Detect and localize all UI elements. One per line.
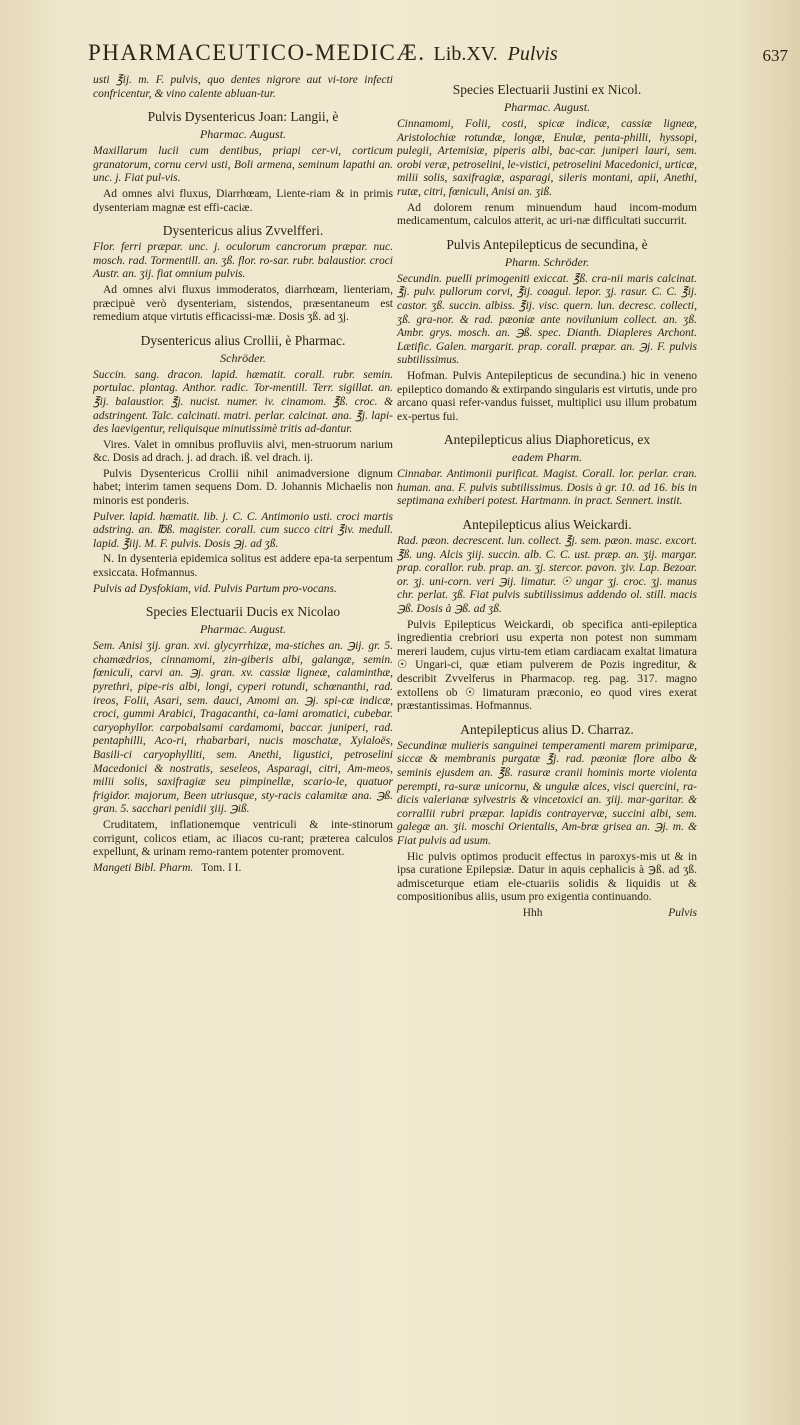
- recipe-heading: Antepilepticus alius D. Charraz.: [460, 721, 634, 737]
- signature-mark: Hhh: [522, 906, 543, 919]
- footer-title: Mangeti Bibl. Pharm.: [93, 861, 194, 874]
- body-paragraph: Pulvis Epilepticus Weickardi, ob specifica anti-epileptica ingredientia crebriori usu experta non potest non summam mereri laudem, cujus virtu-tem etiam cardiacam exaltat limatura ☉ Ungari-ci, quæ etiam pulverem de Pozis ingreditur, & describit Zvvelferus in Pharmacop. reg. pag. 317. magno extollens ob ☉ limaturam præconio, eo quod vires exerat præstantissimas. Hofmannus.: [397, 618, 697, 713]
- prescription-text: Sem. Anisi ʒij. gran. xvi. glycyrrhizæ, ma-stiches an. ℈ij. gr. 5. chamædrios, cinnamomi, zin-giberis albi, galangæ, semin. fœniculi, carvi an. ℈j. gran. xv. cassiæ ligneæ, calaminthæ, pyrethri, pipe-ris albi, longi, cyperi rotundi, schœnanthi, rad. ireos, Folii, Asari, sem. dauci, Amomi an. ℈j. spi-cæ indicæ, croci, gummi Arabici, Tragacanthi, ca-lami aromatici, cubebar. caryophyllor. carpobalsami cardamomi, baccar. juniperi, rad. pentaphilli, Aco-ri, rhabarbari, nucis moschatæ, Xylaloës, Basili-ci caryophylliti, sem. Anethi, ligustici, petroselini Macedonici & nostratis, seseleos, Asparagi, citri, Am-meos, milii solis, saxifragiæ seu pimpinellæ, scario-le, quatuor frigidor. majorum, Been utriusque, sty-racis calamitæ ana. ℈ß. gran. 5. sacchari penidii ʒiij. ℈iß.: [93, 640, 393, 816]
- recipe-source: Pharmac. August.: [503, 100, 591, 114]
- recipe-heading: Species Electuarii Ducis ex Nicolao: [145, 604, 341, 620]
- prescription-text: Rad. pæon. decrescent. lun. collect. ℥j. sem. pæon. masc. excort. ℥ß. ung. Alcis ʒiij. succin. alb. C. C. ust. præp. an. ʒij. margar. prap. corallor. rub. prap. an. ʒj. stercor. pavon. ʒiv. Lap. Bezoar. or. ʒj. uni-corn. veri ℈ij. limatur. ☉ ungar ʒj. croc. ʒj. manus chr. perlat. ʒß. Fiat pulvis subtilissimus addendo ol. still. macis ℈ß. Dosis à ℈ß. ad ʒß.: [397, 535, 697, 616]
- prescription-text: Secundinæ mulieris sanguinei temperamenti marem primiparæ, siccæ & membranis purgatæ ℥j. rad. pæoniæ flore albo & seminis ejusdem an. ℥ß. rasuræ cranii hominis morte violenta perempti, ra-suræ unicornu, & ungulæ alces, visci quercini, ra-dicis valerianæ sylvestris & vincetoxici an. ʒiij. mar-garitar. & corrallii rubri præpar. lapidis contrayervæ, succini albi, sem. galegæ an. ʒii. moschi Orientalis, Am-bræ grisea an. ℈j. m. & Fiat pulvis ad usum.: [397, 739, 697, 847]
- catchword: Pulvis: [668, 906, 697, 919]
- body-paragraph: Ad omnes alvi fluxus, Diarrhœam, Liente-riam & in primis dysenteriam magnæ est effi-caciæ.: [93, 187, 393, 214]
- left-column: [93, 74, 393, 875]
- recipe-heading: Antepilepticus alius Diaphoreticus, ex: [443, 432, 651, 448]
- page-header: [88, 40, 788, 70]
- section-word: Pulvis: [507, 43, 558, 65]
- body-paragraph: N. In dysenteria epidemica solitus est addere epa-ta serpentum exsiccata. Hofmannus.: [93, 553, 393, 580]
- prescription-text: Pulver. lapid. hæmatit. lib. j. C. C. Antimonio usti. croci martis adstring. an. ℔ß. magister. corall. cum succo citri ℥iv. medull. lapid. ℥iij. M. F. pulvis. Dosis ℈j. ad ʒß.: [93, 510, 393, 550]
- prescription-text: Succin. sang. dracon. lapid. hæmatit. corall. rubr. semin. portulac. plantag. Anthor. radic. Tor-mentill. Terr. sigillat. an. ℥ij. balaustior. ℥j. nucist. numer. iv. cinamom. ℥ß. croc. & adstringent. Talc. calcinati. matri. perlar. calcinat. ana. ℥j. lapi-des laevigentur, reliquisque minutissimè tritis ad-dantur.: [93, 368, 393, 436]
- body-paragraph: Ad omnes alvi fluxus immoderatos, diarrhœam, lienteriam, præcipuè verò dysenteriam, sistendos, præsentaneum est remedium atque virtutis efficacissi-mæ. Dosis ʒß. ad ʒj.: [93, 283, 393, 324]
- prescription-text: Maxillarum lucii cum dentibus, priapi cer-vi, corticum granatorum, cornu cervi usti, Boli armena, seminum lapathi an. unc. j. Fiat pul-vis.: [93, 145, 393, 185]
- page-number: 637: [762, 46, 788, 65]
- body-paragraph: Hic pulvis optimos producit effectus in paroxys-mis ut & in ipsa curatione Epilepsiæ. Datur in aquis cephalicis à ℈ß. ad ʒß. admisceturque etiam ele-ctuariis solidis & liquidis ut & compositionibus aliis, usum pro exigentia continuando.: [397, 850, 697, 904]
- recipe-source: Pharmac. August.: [199, 127, 287, 142]
- recipe-heading: Pulvis Dysentericus Joan: Langii, è: [147, 109, 339, 125]
- recipe-heading: Dysentericus alius Zvvelfferi.: [162, 223, 324, 239]
- prescription-text: Cinnabar. Antimonii purificat. Magist. Corall. lor. perlar. cran. human. ana. F. pulvis subtilissimus. Dosis à gr. 10. ad 16. bis in septimana exhiberi potest. Hartmann. in pract. Sennert. instit.: [397, 468, 697, 508]
- recipe-source: Pharm. Schröder.: [504, 254, 590, 269]
- body-paragraph: Hofman. Pulvis Antepilepticus de secundina.) hic in veneno epileptico domando & extirpando singularis est virtutis, unde pro arcano quasi refer-vandus fuisset, multiplici usu illum probatum ex-pertus fui.: [397, 369, 697, 423]
- recipe-source: eadem Pharm.: [512, 450, 582, 465]
- prescription-text: Pulvis ad Dysfokiam, vid. Pulvis Partum pro-vocans.: [93, 582, 337, 595]
- recipe-source: Schröder.: [220, 350, 266, 365]
- running-title: PHARMACEUTICO-MEDICÆ.: [88, 40, 426, 65]
- recipe-heading: Dysentericus alius Crollii, è Pharmac.: [140, 332, 346, 348]
- prescription-text: Flor. ferri præpar. unc. j. oculorum cancrorum præpar. nuc. mosch. rad. Tormentill. an. ʒß. flor. ro-sar. rubr. balaustior. croci Austr. an. ʒij. fiat omnium pulvis.: [93, 241, 393, 281]
- right-column: [397, 74, 697, 921]
- recipe-heading: Species Electuarii Justini ex Nicol.: [452, 82, 642, 97]
- recipe-source: Pharmac. August.: [199, 622, 287, 637]
- prescription-text: Cinnamomi, Folii, costi, spicæ indicæ, cassiæ ligneæ, Aristolochiæ rotundæ, longæ, Enulæ, penta-philli, hyssopi, pulegii, Artemisiæ, piperis albi, bac-car. juniperi lauri, sem. orobi veræ, petroselini, le-vistici, petroselini Macedonici, urticæ, milii solis, saxifragiæ, asparagi, sileris montani, apii, Anethi, rutæ, citri, fœniculi, Anisi an. ʒiß.: [397, 118, 697, 198]
- body-paragraph: Cruditatem, inflationemque ventriculi & inte-stinorum corrigunt, colicos etiam, ac iliacos cu-rant; præterea calculos expellunt, & urinam remo-rantem potenter promovent.: [93, 818, 393, 859]
- body-paragraph: Vires. Valet in omnibus profluviis alvi, men-struorum narium &c. Dosis ad drach. j. ad drach. iß. vel drach. ij.: [93, 438, 393, 465]
- body-paragraph: Pulvis Dysentericus Crollii nihil animadversione dignum habet; interim tamen sequens Dom. D. Johannis Michaelis non minoris est ponderis.: [93, 467, 393, 508]
- recipe-heading: Pulvis Antepilepticus de secundina, è: [446, 236, 648, 252]
- signature-line: [397, 907, 697, 921]
- recipe-heading: Antepilepticus alius Weickardi.: [462, 517, 632, 533]
- book-reference: Lib.XV.: [433, 43, 498, 65]
- body-paragraph: Ad dolorem renum minuendum haud incom-modum medicamentum, calculos atterit, ac uri-næ difficultati succurrit.: [397, 201, 697, 228]
- page-footer: [93, 862, 393, 876]
- prescription-text: Secundin. puelli primogeniti exiccat. ℥ß. cra-nii maris calcinat. ℥j. pulv. pullorum corvi, ℥ij. coagul. lepor. ʒj. rasur. C. C. ℥ij. castor. ʒß. succin. albiss. ℥ij. visc. quern. lun. decresc. collecti, ʒß. gra-nor. & rad. pæoniæ ante novilunium collect. an. ʒß. Ambr. grys. mosch. an. ℈ß. spec. Dianth. Diapleres Archont. Lætific. Galen. margarit. prap. corall. præpar. an. ℈j. F. pulvis subtilissimus.: [397, 272, 697, 367]
- footer-tome: Tom. I I.: [201, 861, 242, 874]
- prescription-text: usti ℥ij. m. F. pulvis, quo dentes nigrore aut vi-tore infecti confricentur, & vino calente abluan-tur.: [93, 74, 393, 100]
